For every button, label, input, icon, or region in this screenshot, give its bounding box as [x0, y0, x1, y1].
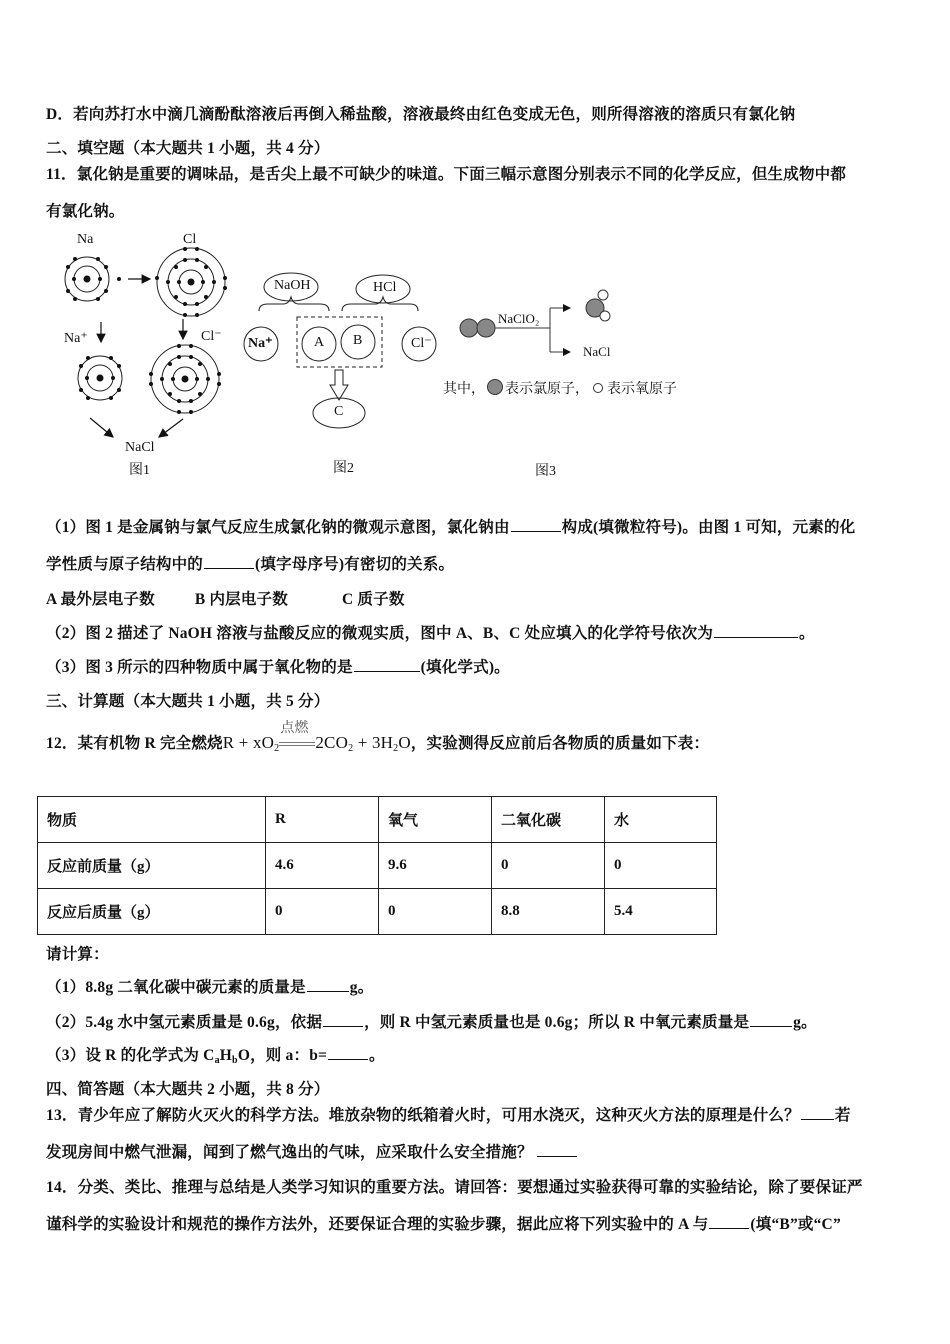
label-hcl: HCl [373, 280, 397, 295]
slot-b: B [353, 333, 363, 348]
chlorine-atom-icon [487, 379, 503, 395]
q12-sub2-text-a: （2）5.4g 水中氢元素质量是 0.6g，依据 [46, 1014, 323, 1031]
label-na-ion: Na⁺ [248, 336, 273, 351]
table-cell: 0 [605, 843, 717, 889]
table-row [38, 889, 717, 935]
answer-blank-symbols[interactable] [714, 636, 798, 638]
label-naclo2: NaClO₂ [498, 311, 540, 326]
figure-1-caption: 图1 [129, 463, 150, 478]
chlorine-dioxide-molecule-icon [586, 290, 610, 321]
q12-sub2-unit: g。 [793, 1014, 817, 1031]
q12-stem-b: ，实验测得反应前后各物质的质量如下表： [410, 735, 710, 752]
option-c: C 质子数 [341, 591, 405, 608]
q13-line2 [46, 1140, 578, 1162]
eq-right-h2o: + 3H [353, 733, 394, 752]
eq-right-co2: 2CO [315, 733, 349, 752]
transfer-electron-icon [117, 277, 121, 281]
legend-chlorine: 表示氯原子， [505, 381, 589, 397]
sodium-ion-icon [78, 356, 122, 400]
q11-sub1-text-c: 学性质与原子结构中的 [46, 556, 204, 573]
table-cell: 9.6 [379, 843, 492, 889]
slot-a: A [314, 335, 325, 350]
table-row [38, 843, 717, 889]
table-cell: 反应后质量（g） [38, 889, 266, 935]
q11-sub1-line2 [46, 552, 454, 574]
neutralization-diagram-svg [235, 260, 445, 480]
table-cell: 8.8 [492, 889, 605, 935]
q11-stem-line1: 11．氯化钠是重要的调味品，是舌尖上最不可缺少的味道。下面三幅示意图分别表示不同的化学反应，但生成物中都 [46, 166, 847, 183]
answer-blank-carbon-mass[interactable] [307, 990, 349, 992]
q13-text-c: 发现房间中燃气泄漏，闻到了燃气逸出的气味，应采取什么安全措施？ [46, 1144, 533, 1161]
q12-sub2 [46, 1010, 817, 1032]
figure-2-caption: 图2 [333, 461, 354, 476]
label-nacl: NaCl [125, 440, 155, 455]
option-b: B 内层电子数 [194, 591, 288, 608]
q12-sub3-text-a: （3）设 R 的化学式为 C [46, 1047, 215, 1064]
chlorine-molecule-icon [460, 319, 495, 337]
q14-line1: 14．分类、类比、推理与总结是人类学习知识的重要方法。请回答：要想通过实验获得可靠的实验结论，除了要保证严 [46, 1179, 863, 1196]
section-title-fill-in: 二、填空题（本大题共 1 小题，共 4 分） [46, 140, 330, 157]
table-cell: 反应前质量（g） [38, 843, 266, 889]
q13-text-b: 若 [834, 1107, 851, 1124]
q13-line1 [46, 1103, 851, 1125]
combustion-equation: $R + xO_2$ 点燃 $2CO_2 + 3H_2O$ [223, 733, 411, 754]
figure-3-legend [443, 378, 677, 398]
label-cl-ion: Cl⁻ [411, 336, 432, 351]
q11-options [46, 587, 405, 609]
table-header: 物质 [38, 797, 266, 843]
option-a: A 最外层电子数 [46, 591, 155, 608]
legend-prefix: 其中， [443, 381, 485, 397]
table-cell: 0 [492, 843, 605, 889]
q11-sub3-text: （3）图 3 所示的四种物质中属于氧化物的是 [46, 659, 353, 676]
q11-sub2-text: （2）图 2 描述了 NaOH 溶液与盐酸反应的微观实质，图中 A、B、C 处应填入的化学符号依次为 [46, 625, 714, 642]
chlorine-atom-icon [155, 247, 227, 317]
q14-text-b: (填“B”或“C” [750, 1216, 841, 1233]
subscript-a: a [214, 1055, 220, 1066]
answer-blank-oxide[interactable] [354, 670, 420, 672]
figure-3-caption: 图3 [535, 464, 556, 479]
q12-sub3-h: H [219, 1047, 233, 1064]
q14-text-a: 谨科学的实验设计和规范的操作方法外，还要保证合理的实验步骤，据此应将下列实验中的 A 与 [46, 1216, 709, 1233]
figure-1-nacl-formation [40, 225, 240, 485]
subscript-b: b [232, 1055, 238, 1066]
q12-sub1-unit: g。 [349, 979, 374, 996]
table-cell: 4.6 [266, 843, 379, 889]
table-header: R [266, 797, 379, 843]
q12-sub3 [46, 1043, 385, 1066]
answer-blank-fire-principle[interactable] [801, 1118, 834, 1120]
q11-sub3-end: (填化学式)。 [420, 659, 510, 676]
section-title-short-answer: 四、简答题（本大题共 2 小题，共 8 分） [46, 1081, 330, 1098]
q11-sub1-text-a: （1）图 1 是金属钠与氯气反应生成氯化钠的微观示意图，氯化钠由 [46, 519, 510, 536]
answer-blank-experiment[interactable] [709, 1227, 749, 1229]
q11-sub2 [46, 621, 815, 643]
section-title-calculation: 三、计算题（本大题共 1 小题，共 5 分） [46, 693, 330, 710]
answer-blank-law[interactable] [323, 1025, 363, 1027]
answer-blank-oxygen-mass[interactable] [750, 1025, 792, 1027]
q13-text-a: 13．青少年应了解防火灭火的科学方法。堆放杂物的纸箱着火时，可用水浇灭，这种灭火方法的原理是什么？ [46, 1107, 800, 1124]
q12-sub3-end: 。 [369, 1047, 385, 1064]
figure-2-neutralization [235, 260, 445, 480]
table-header: 二氧化碳 [492, 797, 605, 843]
mass-table [37, 796, 717, 935]
oxygen-atom-icon [593, 383, 603, 393]
q14-line2 [46, 1212, 841, 1234]
q11-sub3 [46, 655, 510, 677]
table-header: 氧气 [379, 797, 492, 843]
label-na-ion: Na⁺ [64, 331, 88, 346]
label-na: Na [77, 232, 94, 247]
answer-blank-ratio[interactable] [328, 1058, 368, 1060]
q12-sub2-text-b: ，则 R 中氢元素质量也是 0.6g；所以 R 中氧元素质量是 [364, 1014, 750, 1031]
q12-stem [46, 720, 710, 754]
q11-sub1-text-b: 构成(填微粒符号)。由图 1 可知，元素的化 [561, 519, 856, 536]
table-header: 水 [605, 797, 717, 843]
table-cell: 5.4 [605, 889, 717, 935]
eq-condition-ignite: 点燃 [280, 720, 309, 737]
label-cl: Cl [183, 232, 197, 247]
slot-c: C [334, 404, 344, 419]
legend-oxygen: 表示氧原子 [607, 381, 677, 397]
eq-left: R + xO [222, 733, 275, 752]
q11-sub1-line1 [46, 515, 855, 537]
q12-sub1-text: （1）8.8g 二氧化碳中碳元素的质量是 [46, 979, 306, 996]
q12-sub3-text-b: O，则 a：b= [237, 1047, 328, 1064]
figure-3-chlorine-reaction [440, 280, 720, 480]
table-cell: 0 [379, 889, 492, 935]
label-nacl: NaCl [583, 344, 611, 359]
label-naoh: NaOH [274, 278, 311, 293]
sodium-atom-icon [65, 257, 109, 301]
reaction-condition [279, 720, 315, 754]
answer-blank-gas-safety[interactable] [537, 1155, 577, 1157]
option-d: D．若向苏打水中滴几滴酚酞溶液后再倒入稀盐酸，溶液最终由红色变成无色，则所得溶液的溶质只有氯化钠 [46, 106, 796, 123]
answer-blank-particles[interactable] [511, 530, 561, 532]
eq-right-o: O [398, 733, 411, 752]
label-cl-ion: Cl⁻ [201, 329, 222, 344]
table-header-row [38, 797, 717, 843]
please-calculate: 请计算： [46, 946, 109, 963]
q12-sub1 [46, 975, 373, 997]
q11-sub2-end: 。 [799, 625, 815, 642]
answer-blank-letter[interactable] [204, 567, 254, 569]
chloride-ion-icon [149, 344, 221, 414]
q12-stem-a: 12．某有机物 R 完全燃烧 [46, 735, 223, 752]
q11-sub1-text-d: (填字母序号)有密切的关系。 [255, 556, 455, 573]
table-cell: 0 [266, 889, 379, 935]
q11-stem-line2: 有氯化钠。 [46, 203, 125, 220]
